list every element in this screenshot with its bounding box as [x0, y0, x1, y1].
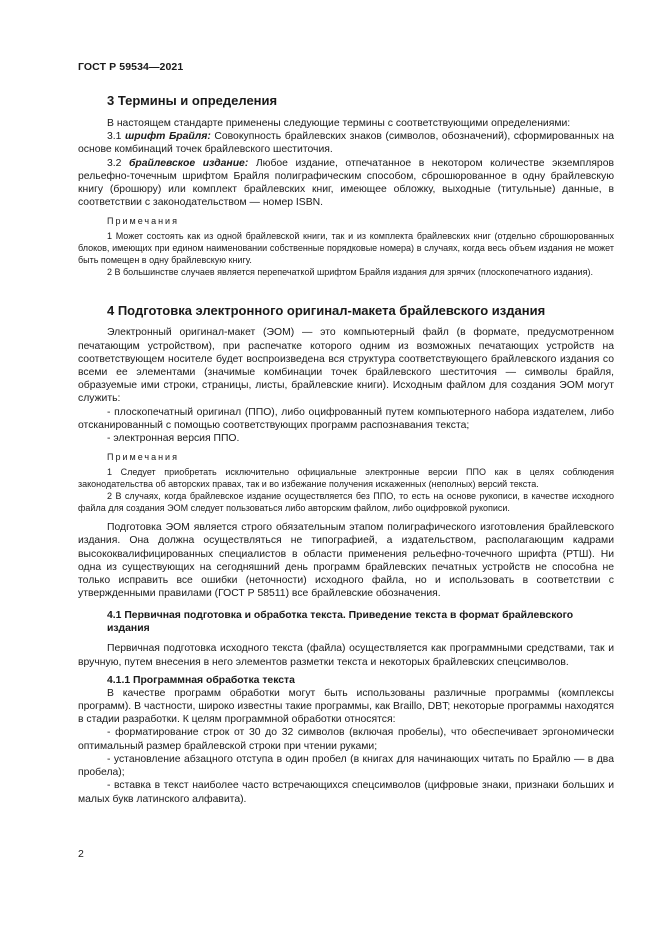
term-3-1: 3.1 шрифт Брайля: Совокупность брайлевских знаков (символов, обозначений), сформированных на основе комбинаций точек брайлевского шеститочия. — [78, 131, 614, 156]
section-3-note-2: 2 В большинстве случаев является перепечаткой шрифтом Брайля издания для зрячих (плоскопечатного издания). — [107, 267, 593, 278]
section-4-paragraph-2: Подготовка ЭОМ является строго обязательным этапом полиграфического изготовления брайлевского издания. Она должна осуществляться не типографией, а издательством, располагающим кадрами высококвалифицированных специалистов в области применения рельефно-точечного шрифта (РТШ). Ни одна из существующих на сегодняшний день программ брайлевских печатных устройств не способна не только исправить все ошибки (неточности) исходного файла, но и использовать в соответствии с утвержденными правилами (ГОСТ Р 58511) все брайлевские обозначения. — [78, 522, 614, 600]
section-3-intro: В настоящем стандарте применены следующие термины с соответствующими определениями: — [107, 118, 571, 129]
section-4-title: 4 Подготовка электронного оригинал-макета брайлевского издания — [107, 303, 546, 319]
subsection-4-1-1-title: 4.1.1 Программная обработка текста — [107, 674, 295, 686]
term-3-2: 3.2 брайлевское издание: Любое издание, отпечатанное в некотором количестве экземпляров рельефно-точечным шрифтом Брайля полиграфическим способом, сброшюрованное в одну брайлевскую книгу (брошюру) или комплект брайлевских книг, имеющее обложку, выходные (титульные) данные, в соответствии с законодательством — номер ISBN. — [78, 157, 614, 209]
processing-goal-2: - установление абзацного отступа в один пробел (в книгах для начинающих читать по Брайлю — в два пробела); — [78, 753, 614, 779]
source-list-item-2: - электронная версия ППО. — [107, 433, 240, 445]
page-number: 2 — [78, 848, 84, 860]
section-4-note-2: 2 В случаях, когда брайлевское издание осуществляется без ППО, то есть на основе рукописи, в качестве исходного файла для создания ЭОМ следует пользоваться либо авторским файлом, либо оцифровкой рукописи. — [78, 491, 614, 514]
term-3-2-name: брайлевское издание: — [128, 157, 249, 169]
subsection-4-1-title: 4.1 Первичная подготовка и обработка текста. Приведение текста в формат брайлевского издания — [107, 610, 574, 635]
section-3-title: 3 Термины и определения — [107, 93, 278, 108]
processing-goal-1: - форматирование строк от 30 до 32 символов (включая пробелы), что обеспечивает эргономически оптимальный размер брайлевской строки при чтении руками; — [78, 727, 614, 752]
processing-goal-3: - вставка в текст наиболее часто встречающихся спецсимволов (цифровые знаки, признаки больших и малых букв латинского алфавита). — [78, 780, 614, 805]
page-content — [78, 92, 614, 806]
term-3-1-name: шрифт Брайля: — [125, 131, 211, 143]
section-3-note-1: 1 Может состоять как из одной брайлевской книги, так и из комплекта брайлевских книг (отдельно сброшюрованных блоков, имеющих при едином наименовании собственные порядковые номера) в случаях, когда весь объем издания не может быть помещен в одну брайлевскую книгу. — [78, 231, 614, 266]
subsection-4-1-1-paragraph: В качестве программ обработки могут быть использованы различные программы (комплексы программ). В частности, широко известны такие программы, как Braillo, DBT; некоторые программы находятся в стадии разработки. К целям программной обработки относятся: — [78, 687, 614, 726]
document-code: ГОСТ Р 59534—2021 — [78, 61, 184, 73]
section-4-notes-title: Примечания — [107, 452, 179, 463]
source-list-item-1: - плоскопечатный оригинал (ППО), либо оцифрованный путем компьютерного набора издателем, либо отсканированный с помощью соответствующих программ распознавания текста; — [78, 406, 614, 431]
subsection-4-1-paragraph: Первичная подготовка исходного текста (файла) осуществляется как программными средствами, так и вручную, путем внесения в него элементов разметки текста и некоторых брайлевских спецсимволов. — [78, 643, 614, 668]
section-4-paragraph-1: Электронный оригинал-макет (ЭОМ) — это компьютерный файл (в формате, предусмотренном печатающим устройством), при распечатке которого одним из возможных печатающих устройств на соответствующем носителе будет воспроизведена вся структура соответствующего брайлевского издания со всеми ее элементами (значимые комбинации точек брайлевского шеститочия — символы брайля, образуемые ими строки, страницы, листы, брайлевские книги). Исходным файлом для создания ЭОМ могут служить: — [78, 327, 614, 405]
section-4-note-1: 1 Следует приобретать исключительно официальные электронные версии ППО как в целях соблюдения законодательства об авторских правах, так и во избежание получения искаженных (неполных) версий текста. — [78, 467, 614, 490]
section-3-notes-title: Примечания — [107, 216, 179, 227]
